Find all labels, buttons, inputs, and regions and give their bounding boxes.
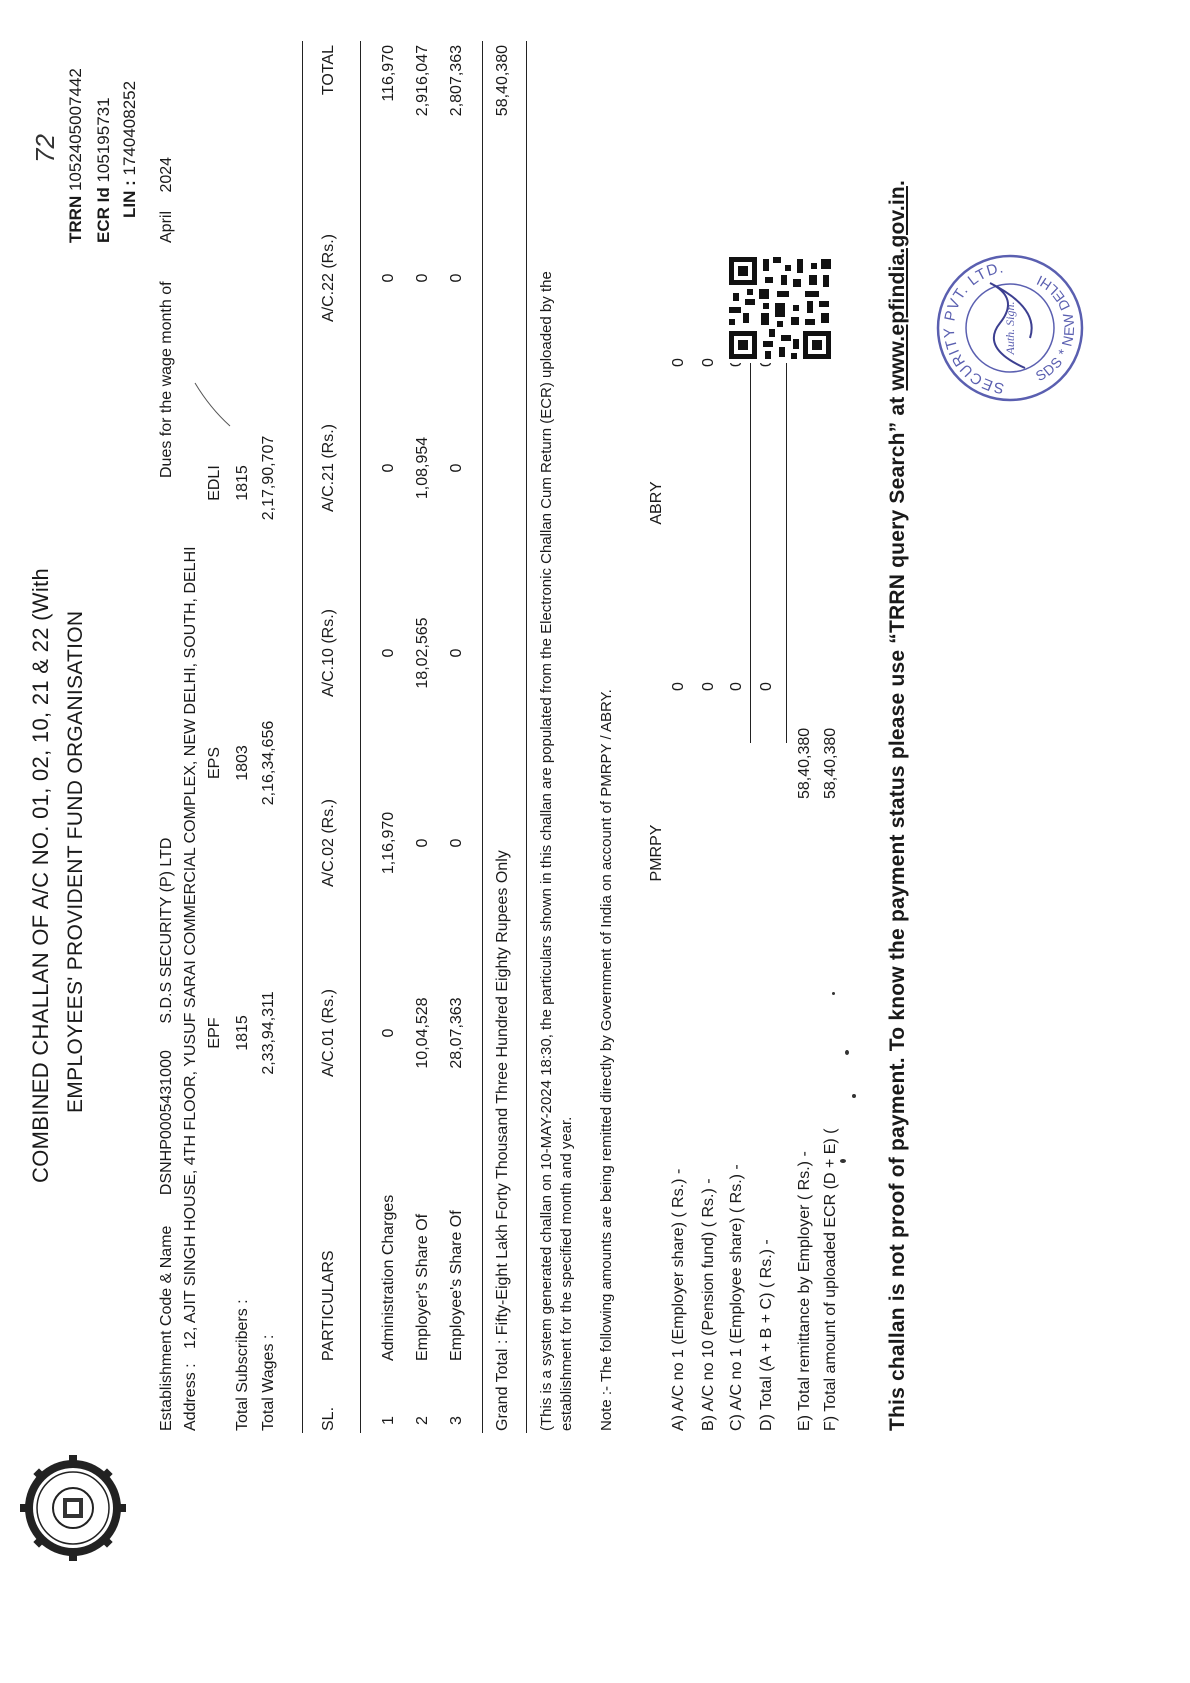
trrn-value: 1052405007442 — [66, 68, 85, 192]
remit-row-f-label: F) Total amount of uploaded ECR (D + E) ( — [822, 1128, 839, 1431]
remit-sum-rule — [750, 343, 751, 743]
remit-row-e-value: 58,40,380 — [796, 727, 813, 799]
row1-ac01: 0 — [380, 1028, 397, 1038]
total-wages-label: Total Wages : — [260, 1334, 277, 1431]
seal-bottom-text: SDS * NEW DELHI — [1032, 271, 1078, 385]
establishment-name: S.D.S SECURITY (P) LTD — [158, 837, 175, 1024]
row2-sl: 2 — [414, 1416, 431, 1425]
epf-subscribers: 1815 — [234, 1015, 251, 1051]
scan-speck — [845, 1050, 849, 1055]
epfindia-link[interactable]: www.epfindia.gov.in — [886, 186, 909, 391]
row3-particulars: Employee's Share Of — [448, 1210, 465, 1361]
page-mark: 72 — [30, 134, 60, 163]
row2-ac22: 0 — [414, 273, 431, 283]
th-sl: SL. — [320, 1406, 337, 1431]
remit-row-c-label: C) A/C no 1 (Employee share) ( Rs.) - — [728, 1164, 745, 1431]
dues-line — [158, 157, 176, 478]
grand-total-text: Grand Total : Fifty-Eight Lakh Forty Thousand Three Hundred Eighty Rupees Only — [494, 850, 511, 1431]
row3-ac01: 28,07,363 — [448, 997, 465, 1069]
remit-note: Note :- The following amounts are being remitted directly by Government of India on account of PMRPY / ABRY. — [598, 689, 615, 1431]
row2-total: 2,916,047 — [414, 45, 431, 117]
remit-row-a-label: A) A/C no 1 (Employer share) ( Rs.) - — [670, 1168, 687, 1431]
remit-row-a-pmrpy: 0 — [670, 682, 687, 691]
edli-subscribers: 1815 — [234, 465, 251, 501]
eps-subscribers: 1803 — [234, 745, 251, 781]
footer-end: . — [886, 180, 909, 187]
epf-label: EPF — [206, 1017, 223, 1049]
address-value: 12, AJIT SINGH HOUSE, 4TH FLOOR, YUSUF SARAI COMMERCIAL COMPLEX, NEW DELHI, SOUTH, DELHI — [182, 546, 199, 1349]
row3-ac02: 0 — [448, 838, 465, 848]
row1-ac21: 0 — [380, 463, 397, 473]
remit-row-d-label: D) Total (A + B + C) ( Rs.) - — [758, 1239, 775, 1431]
row1-ac22: 0 — [380, 273, 397, 283]
dues-year: 2024 — [158, 156, 175, 193]
row1-sl: 1 — [380, 1416, 397, 1425]
eps-wages: 2,16,34,656 — [260, 720, 277, 806]
th-particulars: PARTICULARS — [320, 1250, 337, 1361]
epf-wages: 2,33,94,311 — [260, 991, 277, 1075]
dues-label: Dues for the wage month of — [158, 281, 175, 478]
row1-ac10: 0 — [380, 648, 397, 658]
table-top-rule — [302, 41, 303, 1433]
th-total: TOTAL — [320, 45, 337, 96]
pen-mark — [190, 378, 240, 428]
seal-top-text: SECURITY PVT. LTD. — [940, 259, 1006, 397]
ecr-value: 105195731 — [94, 97, 113, 183]
trrn-label: TRRN — [66, 195, 85, 243]
footer-text: This challan is not proof of payment. To know the payment status please use “TRRN query Search” at — [886, 396, 909, 1431]
ecr-label: ECR Id — [94, 187, 113, 243]
row3-sl: 3 — [448, 1416, 465, 1425]
grand-total-value: 58,40,380 — [494, 45, 511, 117]
total-subscribers-label: Total Subscribers : — [234, 1299, 251, 1431]
lin-line — [120, 81, 140, 218]
scan-speck — [852, 1094, 856, 1098]
company-seal-icon — [930, 248, 1090, 408]
row2-ac02: 0 — [414, 838, 431, 848]
organisation-title: EMPLOYEES' PROVIDENT FUND ORGANISATION — [64, 610, 87, 1113]
address-line — [182, 546, 200, 1431]
remit-row-a-abry: 0 — [670, 358, 687, 367]
th-ac22: A/C.22 (Rs.) — [320, 234, 337, 323]
lin-value: 1740408252 — [120, 80, 139, 176]
th-ac01: A/C.01 (Rs.) — [320, 989, 337, 1078]
th-ac10: A/C.10 (Rs.) — [320, 609, 337, 698]
challan-title: COMBINED CHALLAN OF A/C NO. 01, 02, 10, 21 & 22 (With — [28, 568, 53, 1183]
establishment-line — [158, 838, 176, 1431]
seal-center-text: Auth. Sign. — [1003, 301, 1017, 355]
table-body-rule — [482, 41, 483, 1433]
system-note-line1: (This is a system generated challan on 10-MAY-2024 18:30, the particulars shown in this challan are populated from the Electronic Challan Cum Return (ECR) uploaded by the — [538, 271, 555, 1431]
row2-particulars: Employer's Share Of — [414, 1213, 431, 1361]
remit-row-e-label: E) Total remittance by Employer ( Rs.) - — [796, 1151, 813, 1431]
table-bottom-rule — [526, 41, 527, 1433]
row1-ac02: 1,16,970 — [380, 811, 397, 875]
lin-label: LIN : — [120, 180, 139, 218]
epfo-logo-icon — [18, 1453, 128, 1563]
th-ac02: A/C.02 (Rs.) — [320, 799, 337, 888]
footer-notice — [886, 180, 910, 1431]
edli-label: EDLI — [206, 465, 223, 501]
col-abry: ABRY — [648, 481, 665, 525]
row1-particulars: Administration Charges — [380, 1194, 397, 1361]
scan-speck — [840, 1159, 846, 1163]
ecr-line — [94, 97, 114, 243]
remit-row-f-value: 58,40,380 — [822, 727, 839, 799]
remit-row-c-pmrpy: 0 — [728, 682, 745, 691]
remit-total-rule — [786, 343, 787, 743]
table-header-rule — [360, 41, 361, 1433]
remit-row-b-label: B) A/C no 10 (Pension fund) ( Rs.) - — [700, 1178, 717, 1431]
row3-ac21: 0 — [448, 463, 465, 473]
row2-ac01: 10,04,528 — [414, 997, 431, 1069]
row2-ac10: 18,02,565 — [414, 617, 431, 689]
col-pmrpy: PMRPY — [648, 824, 665, 882]
row1-total: 116,970 — [380, 45, 397, 102]
row3-ac10: 0 — [448, 648, 465, 658]
eps-label: EPS — [206, 747, 223, 780]
dues-month: April — [158, 210, 175, 243]
trrn-line — [66, 68, 86, 243]
th-ac21: A/C.21 (Rs.) — [320, 424, 337, 513]
qr-code-icon — [725, 253, 835, 363]
row3-ac22: 0 — [448, 273, 465, 283]
remit-row-d-pmrpy: 0 — [758, 682, 775, 691]
remit-row-b-pmrpy: 0 — [700, 682, 717, 691]
row3-total: 2,807,363 — [448, 45, 465, 117]
edli-wages: 2,17,90,707 — [260, 435, 277, 521]
row2-ac21: 1,08,954 — [414, 436, 431, 500]
system-note-line2: establishment for the specified month and year. — [558, 1116, 575, 1431]
establishment-code: DSNHP0005431000 — [158, 1050, 175, 1196]
address-label: Address : — [182, 1363, 199, 1431]
scan-speck — [832, 992, 835, 995]
establishment-label: Establishment Code & Name — [158, 1225, 175, 1431]
remit-row-b-abry: 0 — [700, 358, 717, 367]
